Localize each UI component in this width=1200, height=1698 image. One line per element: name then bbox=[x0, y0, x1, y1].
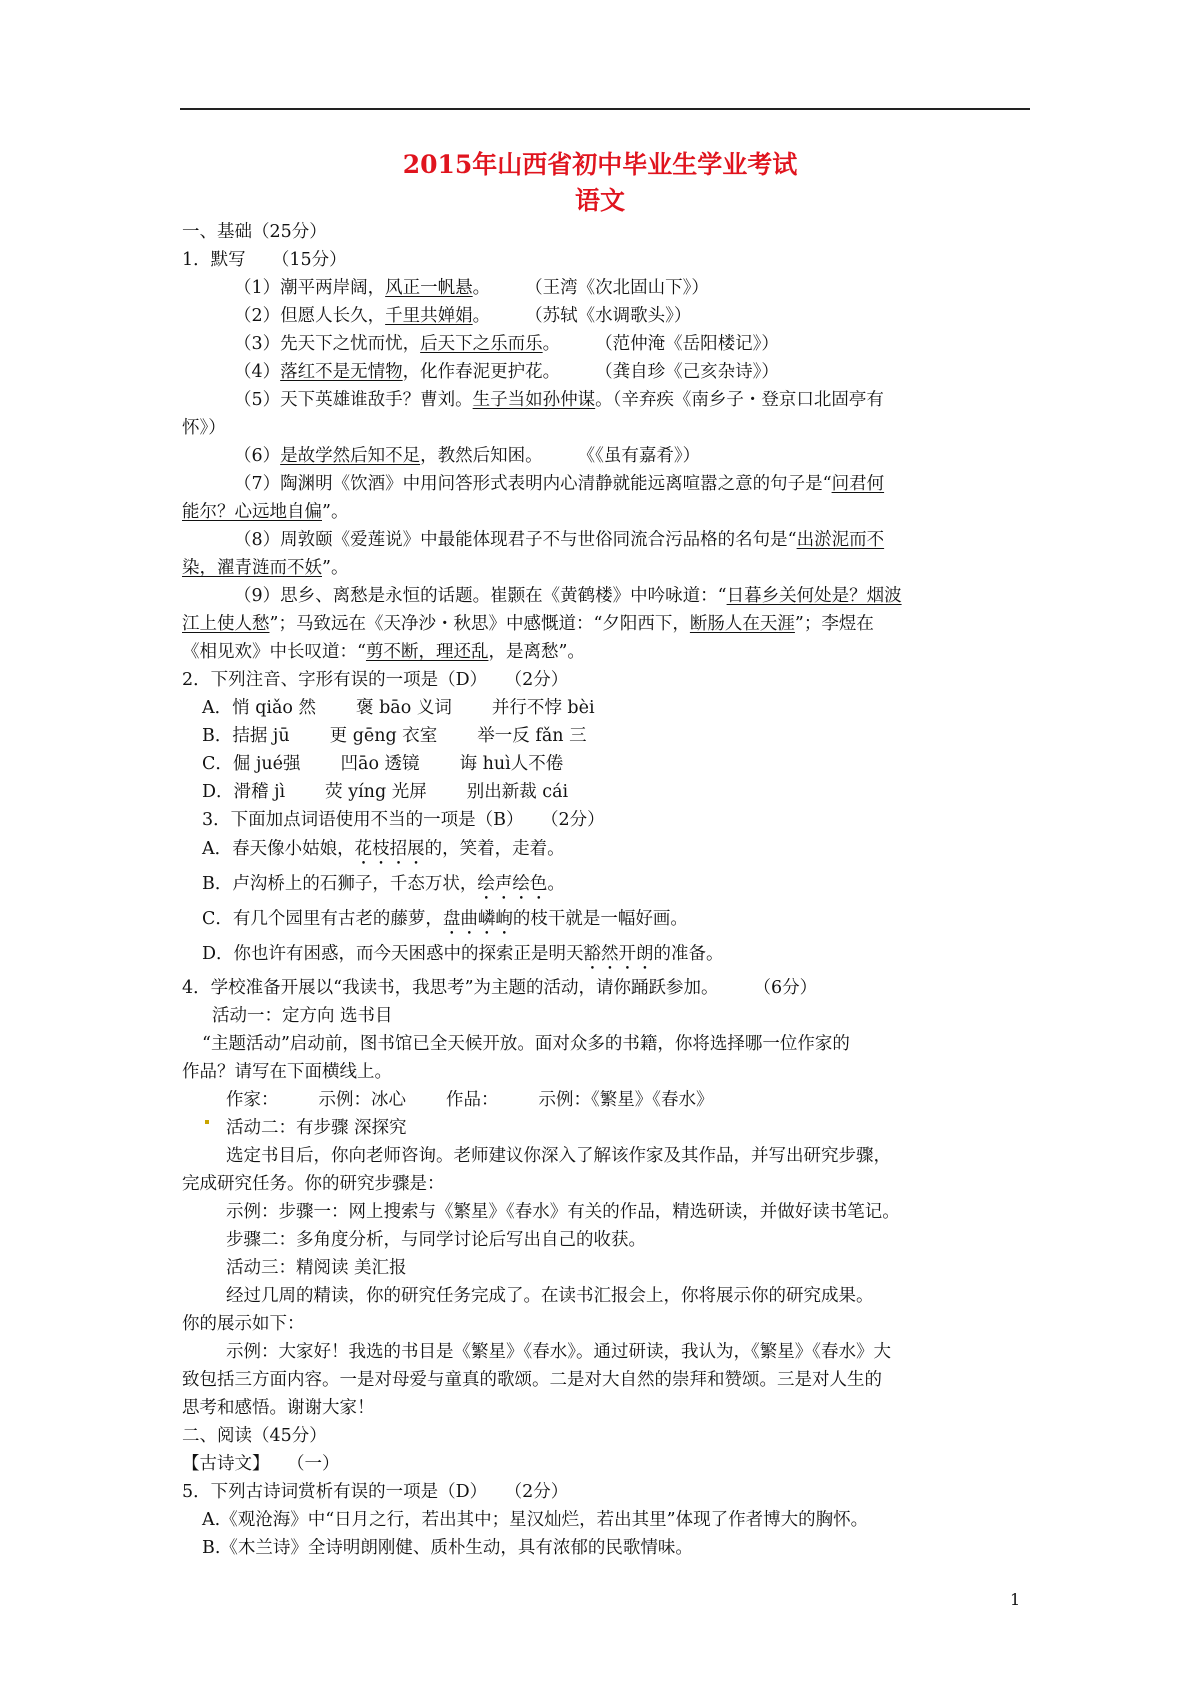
dictation-item: （8）周敦颐《爱莲说》中最能体现君子不与世俗同流合污品格的名句是“出淤泥而不 bbox=[234, 530, 885, 550]
paragraph: 你的展示如下： bbox=[182, 1314, 305, 1334]
choice-option: C．倔 jué强 凹āo 透镜 诲 huì人不倦 bbox=[202, 754, 564, 774]
exam-subject: 语文 bbox=[574, 186, 625, 215]
question-stem: 1．默写 （15分） bbox=[182, 250, 347, 270]
dictation-item-cont: 《相见欢》中长叹道：“剪不断，理还乱，是离愁”。 bbox=[182, 642, 585, 662]
activity-heading: 活动三：精阅读 美汇报 bbox=[226, 1258, 407, 1278]
exam-title: 2015年山西省初中毕业生学业考试 bbox=[402, 150, 798, 179]
question-stem: 5．下列古诗词赏析有误的一项是（D） （2分） bbox=[182, 1482, 569, 1502]
dictation-item-cont: 能尔？心远地自偏”。 bbox=[182, 502, 349, 522]
paragraph: 示例：步骤一：网上搜索与《繁星》《春水》有关的作品，精选研读，并做好读书笔记。 bbox=[226, 1202, 900, 1222]
dictation-item: （4）落红不是无情物，化作春泥更护花。 （龚自珍《己亥杂诗》） bbox=[234, 362, 779, 382]
dictation-item: （3）先天下之忧而忧，后天下之乐而乐。 （范仲淹《岳阳楼记》） bbox=[234, 334, 779, 354]
subsection-heading: 【古诗文】 （一） bbox=[182, 1454, 340, 1474]
choice-option: D．滑稽 jì 荧 yíng 光屏 别出新裁 cái bbox=[202, 782, 569, 802]
section-heading: 一、基础（25分） bbox=[182, 222, 327, 242]
choice-option: B．卢沟桥上的石狮子，千态万状，绘声绘色。 bbox=[202, 874, 565, 894]
question-stem: 2．下列注音、字形有误的一项是（D） （2分） bbox=[182, 670, 569, 690]
choice-option: B．拮据 jū 更 gēng 衣室 举一反 fǎn 三 bbox=[202, 726, 587, 746]
paragraph: 致包括三方面内容。一是对母爱与童真的歌颂。二是对大自然的崇拜和赞颂。三是对人生的 bbox=[182, 1370, 882, 1390]
dictation-item-cont: 怀》） bbox=[182, 418, 226, 438]
dictation-item-cont: 染，濯青涟而不妖”。 bbox=[182, 558, 349, 578]
paragraph: “主题活动”启动前，图书馆已全天候开放。面对众多的书籍，你将选择哪一位作家的 bbox=[202, 1034, 850, 1054]
choice-option: D．你也许有困惑，而今天困惑中的探索正是明天豁然开朗的准备。 bbox=[202, 944, 724, 964]
paragraph: 示例：大家好！我选的书目是《繁星》《春水》。通过研读，我认为，《繁星》《春水》大 bbox=[226, 1342, 891, 1362]
paragraph: 步骤二：多角度分析，与同学讨论后写出自己的收获。 bbox=[226, 1230, 646, 1250]
paragraph: 经过几周的精读，你的研究任务完成了。在读书汇报会上，你将展示你的研究成果。 bbox=[226, 1286, 874, 1306]
page-number: 1 bbox=[1010, 1590, 1021, 1609]
choice-option: A.《观沧海》中“日月之行，若出其中；星汉灿烂，若出其里”体现了作者博大的胸怀。 bbox=[202, 1510, 869, 1530]
paragraph: 完成研究任务。你的研究步骤是： bbox=[182, 1174, 445, 1194]
dictation-item: （7）陶渊明《饮酒》中用问答形式表明内心清静就能远离喧嚣之意的句子是“问君何 bbox=[234, 474, 885, 494]
stray-mark bbox=[205, 1120, 209, 1124]
activity-heading: 活动二：有步骤 深探究 bbox=[226, 1118, 407, 1138]
question-stem: 3．下面加点词语使用不当的一项是（B） （2分） bbox=[202, 810, 605, 830]
dictation-item: （1）潮平两岸阔，风正一帆悬。 （王湾《次北固山下》） bbox=[234, 278, 709, 298]
choice-option: A．悄 qiǎo 然 褒 bāo 义词 并行不悖 bèi bbox=[202, 698, 595, 718]
dictation-item: （9）思乡、离愁是永恒的话题。崔颢在《黄鹤楼》中吟咏道：“日暮乡关何处是？烟波 bbox=[234, 586, 902, 606]
dictation-item: （5）天下英雄谁敌手？曹刘。生子当如孙仲谋。（辛弃疾《南乡子・登京口北固亭有 bbox=[234, 390, 884, 410]
dictation-item-cont: 江上使人愁”；马致远在《天净沙・秋思》中感慨道：“夕阳西下，断肠人在天涯”；李煜在 bbox=[182, 614, 874, 634]
choice-option: A．春天像小姑娘，花枝招展的，笑着，走着。 bbox=[202, 839, 565, 859]
dictation-item: （2）但愿人长久，千里共婵娟。 （苏轼《水调歌头》） bbox=[234, 306, 692, 326]
paragraph: 作品？请写在下面横线上。 bbox=[182, 1062, 392, 1082]
activity-heading: 活动一：定方向 选书目 bbox=[212, 1006, 393, 1026]
section-heading: 二、阅读（45分） bbox=[182, 1426, 327, 1446]
paragraph: 思考和感悟。谢谢大家！ bbox=[182, 1398, 375, 1418]
choice-option: B.《木兰诗》全诗明朗刚健、质朴生动，具有浓郁的民歌情味。 bbox=[202, 1538, 693, 1558]
answer-line: 作家： 示例：冰心 作品： 示例：《繁星》《春水》 bbox=[226, 1090, 714, 1110]
header-rule bbox=[180, 108, 1030, 110]
paragraph: 选定书目后，你向老师咨询。老师建议你深入了解该作家及其作品，并写出研究步骤， bbox=[226, 1146, 891, 1166]
question-stem: 4．学校准备开展以“我读书，我思考”为主题的活动，请你踊跃参加。 （6分） bbox=[182, 978, 818, 998]
choice-option: C．有几个园里有古老的藤萝，盘曲嶙峋的枝干就是一幅好画。 bbox=[202, 909, 688, 929]
exam-content bbox=[182, 218, 1030, 1562]
dictation-item: （6）是故学然后知不足，教然后知困。 《《虽有嘉肴》） bbox=[234, 446, 701, 466]
